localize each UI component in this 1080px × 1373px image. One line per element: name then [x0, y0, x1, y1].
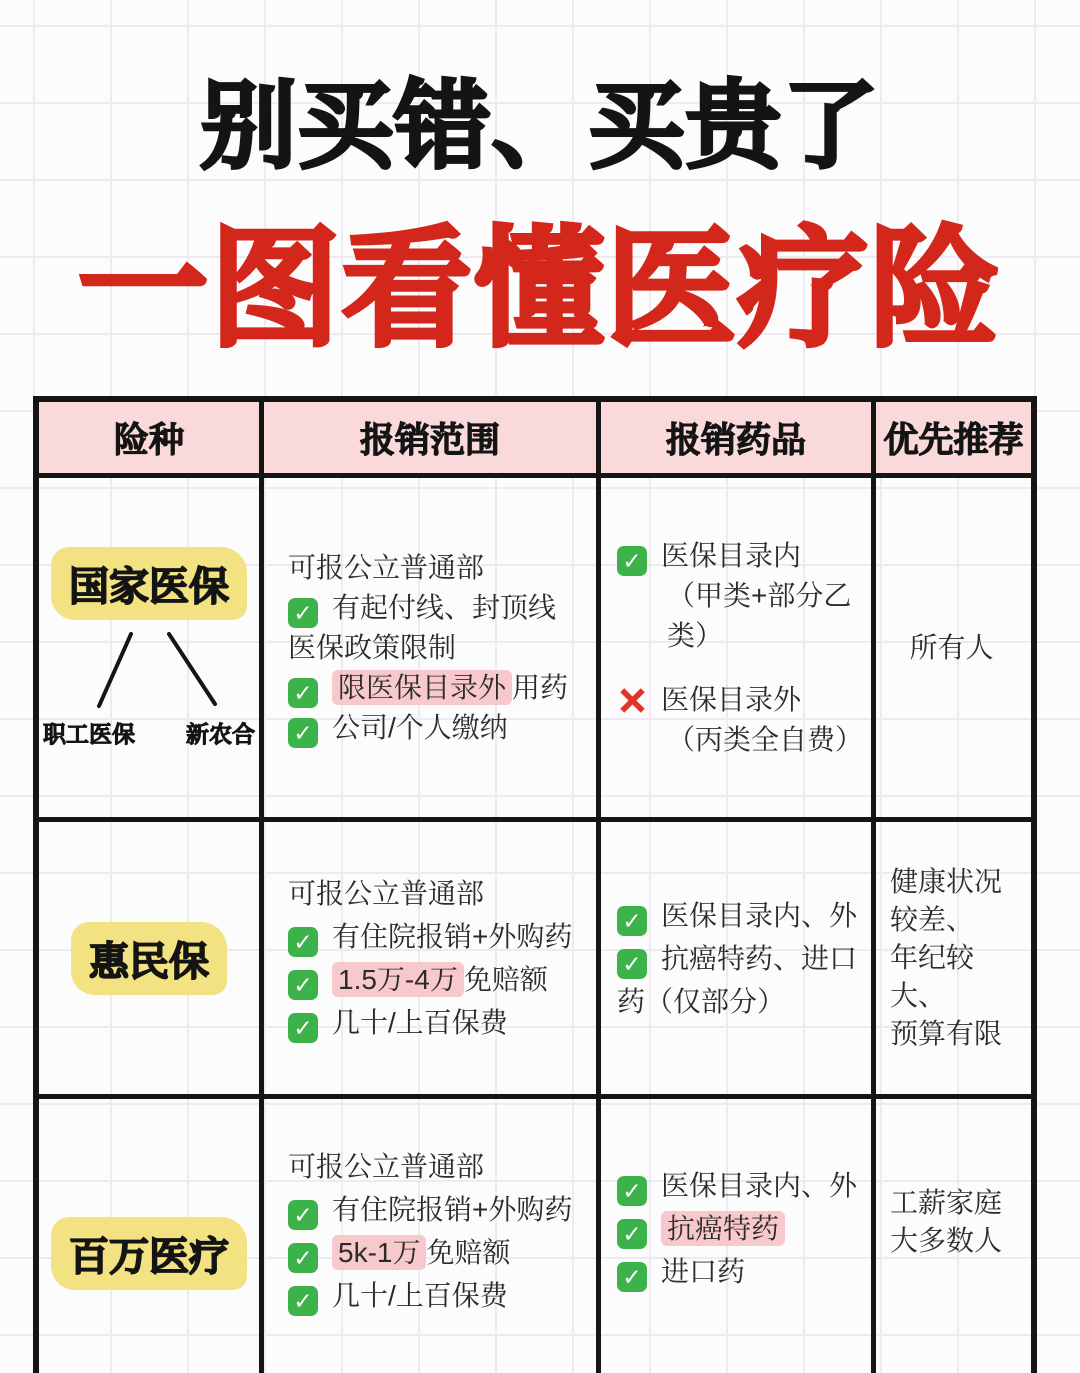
check-icon: ✓	[617, 949, 647, 979]
row-huiminbao-drugs-cell	[601, 822, 876, 1099]
scope-item	[288, 588, 588, 628]
scope-item	[288, 915, 588, 958]
header-reimbursable-drugs: 报销药品	[601, 402, 876, 478]
header-insurance-type: 险种	[39, 402, 264, 478]
check-icon: ✓	[617, 1219, 647, 1249]
scope-line: 可报公立普通部	[288, 551, 485, 583]
row-baiwan-type-cell	[39, 1099, 264, 1373]
header-priority-recommendation: 优先推荐	[876, 402, 1031, 478]
recommend-text: 年纪较大、	[890, 942, 975, 1011]
drug-item-covered	[617, 937, 865, 1023]
check-icon: ✓	[288, 1200, 318, 1230]
scope-item-text: 几十/上百保费	[332, 1007, 508, 1038]
check-icon: ✓	[617, 1176, 647, 1206]
drug-item-text: 进口药	[661, 1255, 746, 1287]
recommend-text: 工薪家庭	[890, 1187, 1003, 1218]
scope-line: 可报公立普通部	[288, 1151, 485, 1182]
drug-item-text: 抗癌特药、进口药（仅部分）	[617, 942, 858, 1017]
recommend-text: 健康状况较差、	[890, 866, 1003, 935]
drug-item-covered	[617, 1164, 865, 1207]
page-title: 别买错、买贵了	[200, 73, 880, 180]
scope-item	[288, 708, 588, 748]
scope-item-text: 几十/上百保费	[332, 1280, 508, 1311]
huiminbao-label: 惠民保	[71, 922, 227, 995]
scope-item	[288, 958, 588, 1001]
branch-lines	[43, 630, 255, 710]
spacer	[617, 656, 865, 680]
check-icon: ✓	[288, 1243, 318, 1273]
check-icon: ✓	[288, 1013, 318, 1043]
drug-item-text: 医保目录外	[661, 683, 802, 715]
row-baiwan-drugs-cell	[601, 1099, 876, 1373]
drug-item-covered	[617, 1250, 865, 1293]
check-icon: ✓	[288, 1286, 318, 1316]
check-icon: ✓	[617, 1262, 647, 1292]
scope-item	[288, 668, 588, 708]
check-icon: ✓	[288, 598, 318, 628]
scope-line: 医保政策限制	[288, 631, 457, 663]
subtype-labels	[43, 716, 255, 749]
row-huiminbao-scope-cell	[264, 822, 601, 1099]
row-baiwan-scope-cell	[264, 1099, 601, 1373]
scope-item-text: 有起付线、封顶线	[332, 591, 557, 623]
subtype-rural-cooperative: 新农合	[186, 720, 255, 747]
drug-item-text: 医保目录内、外	[661, 1169, 858, 1201]
row-national-scope-cell	[264, 478, 601, 822]
check-icon: ✓	[288, 718, 318, 748]
scope-item-text: 用药	[512, 671, 569, 703]
row-national-drugs-cell	[601, 478, 876, 822]
national-insurance-label: 国家医保	[51, 547, 247, 620]
check-icon: ✓	[288, 970, 318, 1000]
drug-item-text: 医保目录内、外	[661, 899, 858, 931]
recommend-text: 大多数人	[890, 1225, 1003, 1256]
check-icon: ✓	[288, 927, 318, 957]
scope-item-text: 免赔额	[463, 964, 548, 995]
subtype-employee-insurance: 职工医保	[43, 720, 135, 747]
row-baiwan-recommend-cell	[876, 1099, 1031, 1373]
cross-icon: ✕	[617, 680, 649, 722]
scope-line: 可报公立普通部	[288, 878, 485, 909]
drug-item-covered	[617, 894, 865, 937]
recommend-text: 所有人	[909, 631, 994, 663]
scope-item	[288, 1001, 588, 1044]
scope-item	[288, 1274, 588, 1317]
recommend-text: 预算有限	[890, 1018, 1003, 1049]
scope-item-text: 有住院报销+外购药	[332, 1194, 573, 1225]
scope-item-highlight: 限医保目录外	[332, 670, 512, 705]
check-icon: ✓	[288, 678, 318, 708]
drug-item-excluded	[617, 680, 865, 720]
scope-item	[288, 1188, 588, 1231]
drug-item-highlight: 抗癌特药	[661, 1211, 785, 1246]
scope-item-highlight: 5k-1万	[332, 1235, 426, 1270]
header-reimbursement-scope: 报销范围	[264, 402, 601, 478]
drug-item-text: 医保目录内	[661, 539, 802, 571]
scope-item-text: 公司/个人缴纳	[332, 711, 508, 743]
drug-item-note: （甲类+部分乙类）	[667, 579, 852, 651]
row-national-recommend-cell	[876, 478, 1031, 822]
insurance-comparison-table	[33, 396, 1037, 1373]
row-huiminbao-recommend-cell	[876, 822, 1031, 1099]
row-national-type-cell	[39, 478, 264, 822]
scope-item-text: 有住院报销+外购药	[332, 921, 573, 952]
scope-item	[288, 1231, 588, 1274]
baiwan-label: 百万医疗	[51, 1217, 247, 1290]
row-huiminbao-type-cell	[39, 822, 264, 1099]
drug-item-covered	[617, 1207, 865, 1250]
scope-item-highlight: 1.5万-4万	[332, 962, 464, 997]
drug-item-covered	[617, 536, 865, 576]
drug-item-note: （丙类全自费）	[667, 723, 864, 755]
scope-item-text: 免赔额	[426, 1237, 511, 1268]
check-icon: ✓	[617, 546, 647, 576]
page-subtitle: 一图看懂医疗险	[77, 216, 1002, 362]
check-icon: ✓	[617, 906, 647, 936]
